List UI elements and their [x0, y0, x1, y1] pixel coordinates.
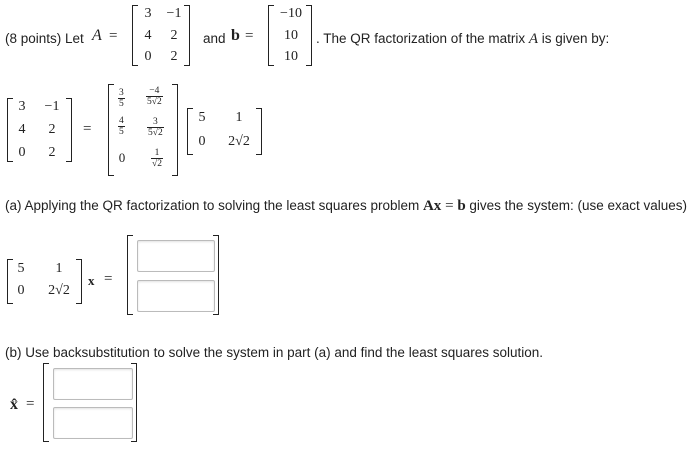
matrix-Q-fraction: $\frac{-4}{5√2}$: [147, 86, 162, 107]
factor-A-right-bracket: [66, 98, 72, 162]
matrix-R-cell: 0: [198, 134, 206, 149]
equals-sign: =: [245, 28, 254, 44]
xhat-symbol: x̂: [10, 396, 18, 413]
matrix-R-left-bracket: [187, 108, 193, 155]
and-text: and: [203, 31, 226, 46]
matrix-Q-right-bracket: [172, 84, 178, 176]
matrix-A-left-bracket: [132, 5, 138, 66]
equals-sign: =: [26, 396, 35, 412]
vector-x-symbol: x: [88, 273, 95, 288]
equals-sign: =: [104, 271, 113, 287]
answer-b-input-2[interactable]: [53, 407, 133, 439]
factor-A-cell: −1: [44, 99, 60, 114]
system-R-cell: 0: [17, 283, 25, 298]
matrix-Q-left-bracket: [108, 84, 114, 176]
part-a-prompt: (a) Applying the QR factorization to solving the least squares problem Ax = b gives the system: (use exact values): [5, 198, 687, 214]
equals-sign: =: [109, 28, 118, 44]
vector-b-cell: 10: [284, 28, 298, 43]
answer-a-input-1[interactable]: [137, 240, 215, 272]
matrix-A-cell: −1: [166, 6, 182, 21]
factor-A-cell: 2: [48, 145, 56, 160]
matrix-Q-cell: 0: [118, 150, 126, 165]
matrix-R-right-bracket: [256, 108, 262, 155]
system-R-cell: 1: [55, 261, 63, 276]
system-R-cell: 5: [17, 261, 25, 276]
matrix-Q-fraction: $\frac{3}{5}$: [119, 88, 124, 109]
matrix-A-cell: 4: [144, 28, 152, 43]
answer-a-left-bracket: [127, 235, 133, 315]
answer-b-input-1[interactable]: [53, 368, 133, 400]
qr-intro-text: . The QR factorization of the matrix A is given by:: [316, 31, 610, 47]
matrix-A-symbol: A: [92, 27, 102, 44]
matrix-Q-fraction: $\frac{4}{5}$: [119, 116, 124, 137]
system-R-cell: 2√2: [48, 283, 70, 298]
vector-b-symbol: b: [231, 27, 240, 44]
matrix-Q-fraction: $\frac{3}{5√2}$: [148, 117, 163, 138]
matrix-R-cell: 1: [235, 110, 243, 125]
part-b-prompt: (b) Use backsubstitution to solve the system in part (a) and find the least squares solution.: [5, 345, 544, 360]
factor-A-left-bracket: [7, 98, 13, 162]
equals-sign: =: [83, 121, 92, 137]
factor-A-cell: 0: [18, 145, 26, 160]
matrix-A-cell: 2: [170, 49, 178, 64]
vector-b-cell: 10: [284, 49, 298, 64]
points-prefix: (8 points) Let: [5, 31, 84, 46]
matrix-A-cell: 0: [144, 49, 152, 64]
answer-a-input-2[interactable]: [137, 280, 215, 312]
matrix-A-cell: 2: [170, 28, 178, 43]
system-R-right-bracket: [76, 259, 82, 304]
factor-A-cell: 3: [18, 99, 26, 114]
matrix-R-cell: 5: [198, 110, 206, 125]
answer-b-left-bracket: [43, 363, 49, 442]
factor-A-cell: 2: [48, 122, 56, 137]
matrix-Q-fraction: $\frac{1}{√2}$: [152, 148, 162, 169]
matrix-A-cell: 3: [144, 6, 152, 21]
vector-b-cell: −10: [280, 6, 302, 21]
matrix-R-cell: 2√2: [228, 134, 250, 149]
factor-A-cell: 4: [18, 122, 26, 137]
